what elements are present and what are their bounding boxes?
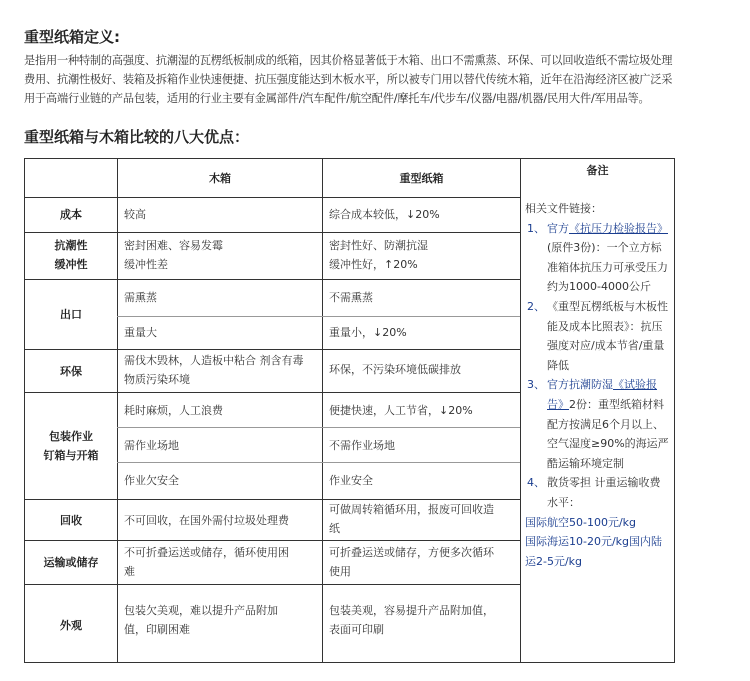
cell-line: 包装美观，容易提升产品附加值， (329, 604, 494, 617)
cell-carton-packing-c: 作业安全 (329, 474, 373, 487)
cell-line: 密封性好、防潮抗湿 (329, 239, 428, 252)
notes-item-text: 散货零担 计重运输收费水平： (547, 476, 661, 509)
row-label-line: 抗潮性 (54, 239, 88, 252)
cell-line: 不可折叠运送或储存，循环使用困 (124, 546, 289, 559)
cell-line: 可折叠运送或储存，方便多次循环 (329, 546, 494, 559)
cell-wood-packing-c: 作业欠安全 (124, 474, 179, 487)
notes-sea-rate: 国际海运10-20元/kg国内陆运2-5元/kg (525, 535, 663, 568)
notes-item (525, 297, 671, 375)
cell-line: 密封困难、容易发霉 (124, 239, 223, 252)
notes-item-number: 1、 (527, 221, 545, 235)
notes-item-link[interactable]: 《抗压力检验报告》 (569, 221, 668, 235)
cell-wood-eco (124, 351, 304, 389)
cell-line: 纸 (329, 522, 340, 535)
cell-carton-cost: 综合成本较低，↓20% (329, 208, 440, 221)
section-title-definition: 重型纸箱定义: (24, 28, 120, 46)
cell-carton-transport (329, 543, 494, 581)
row-label-line: 钉箱与开箱 (43, 449, 99, 462)
notes-list (525, 219, 671, 513)
cell-line: 可做周转箱循环用，报废可回收造 (329, 503, 494, 516)
notes-item-text: 2份：重型纸箱材料配方按满足6个月以上、空气湿度≥90%的海运严酷运输环境定制 (547, 397, 669, 470)
cell-carton-eco: 环保，不污染环境低碳排放 (329, 363, 461, 376)
cell-line: 缓冲性好，↑20% (329, 258, 418, 271)
paragraph-line: 用于高端行业链的产品包装，适用的行业主要有金属部件/汽车配件/航空配件/摩托车/代步车/仪器/电器/机器/民用大件/军用品等。 (24, 92, 650, 105)
cell-wood-packing-b: 需作业场地 (124, 439, 179, 452)
cell-carton-moisture (329, 236, 428, 274)
cell-wood-cost: 较高 (124, 208, 146, 221)
comparison-table (24, 158, 675, 663)
cell-carton-export-a: 不需熏蒸 (329, 291, 373, 304)
notes-item (525, 219, 671, 297)
notes-item-text: 《重型瓦楞纸板与木板性能及成本比照表》：抗压强度对应/成本节省/重量降低 (547, 299, 668, 372)
cell-wood-packing-a: 耗时麻烦，人工浪费 (124, 404, 223, 417)
cell-carton-packing-b: 不需作业场地 (329, 439, 395, 452)
header-carton: 重型纸箱 (399, 172, 444, 185)
cell-line: 难 (124, 565, 135, 578)
row-label-appearance: 外观 (60, 619, 82, 632)
row-label-recycle: 回收 (60, 514, 82, 527)
cell-carton-appearance (329, 601, 494, 639)
notes-item-text: (原件3份)：一个立方标准箱体抗压力可承受压力约为1000-4000公斤 (547, 241, 668, 294)
cell-wood-export-a: 需熏蒸 (124, 291, 157, 304)
cell-carton-recycle (329, 500, 494, 538)
row-label-line: 缓冲性 (54, 258, 88, 271)
notes-item-number: 2、 (527, 299, 545, 313)
notes-item-number: 3、 (527, 378, 545, 392)
section-title-advantages: 重型纸箱与木箱比较的八大优点： (24, 128, 250, 146)
notes-item-prefix: 官方 (547, 221, 569, 235)
cell-wood-transport (124, 543, 289, 581)
notes-column (525, 199, 671, 571)
notes-item-number: 4、 (527, 476, 545, 490)
cell-line: 缓冲性差 (124, 258, 168, 271)
header-wood: 木箱 (209, 172, 231, 185)
row-label-packing (25, 427, 117, 465)
cell-carton-packing-a: 便捷快速，人工节省，↓20% (329, 404, 473, 417)
notes-item (525, 375, 671, 473)
notes-item (525, 473, 671, 512)
row-label-line: 包装作业 (49, 430, 93, 443)
cell-line: 使用 (329, 565, 351, 578)
row-label-eco: 环保 (60, 365, 82, 378)
cell-wood-moisture (124, 236, 223, 274)
row-label-transport: 运输或储存 (43, 556, 99, 569)
cell-wood-export-b: 重量大 (124, 326, 157, 339)
cell-line: 需伐木毁林，人造板中粘合 剂含有毒 (124, 354, 304, 367)
cell-wood-appearance (124, 601, 278, 639)
notes-item-prefix: 官方抗潮防湿 (547, 378, 613, 392)
cell-line: 值，印刷困难 (124, 623, 190, 636)
cell-line: 包装欠美观，难以提升产品附加 (124, 604, 278, 617)
cell-line: 物质污染环境 (124, 373, 190, 386)
cell-line: 表面可印刷 (329, 623, 384, 636)
notes-item-link[interactable]: 《试验报告》 (547, 378, 657, 411)
row-label-cost: 成本 (60, 208, 82, 221)
cell-wood-recycle: 不可回收，在国外需付垃圾处理费 (124, 514, 289, 527)
paragraph-line: 费用、抗潮性极好、装箱及拆箱作业快速便捷、抗压强度能达到木板水平，所以被专门用以替代传统木箱，近年在沿海经济区被广泛采 (24, 73, 673, 86)
paragraph-line: 是指用一种特制的高强度、抗潮湿的瓦楞纸板制成的纸箱，因其价格显著低于木箱、出口不需熏蒸、环保、可以回收造纸不需垃圾处理 (24, 54, 673, 67)
definition-paragraph (24, 51, 736, 108)
row-label-moisture (25, 236, 117, 274)
row-label-export: 出口 (60, 308, 82, 321)
header-notes: 备注 (586, 164, 609, 177)
notes-air-rate: 国际航空50-100元/kg (525, 515, 637, 529)
cell-carton-export-b: 重量小，↓20% (329, 326, 407, 339)
notes-intro: 相关文件链接： (525, 202, 602, 215)
